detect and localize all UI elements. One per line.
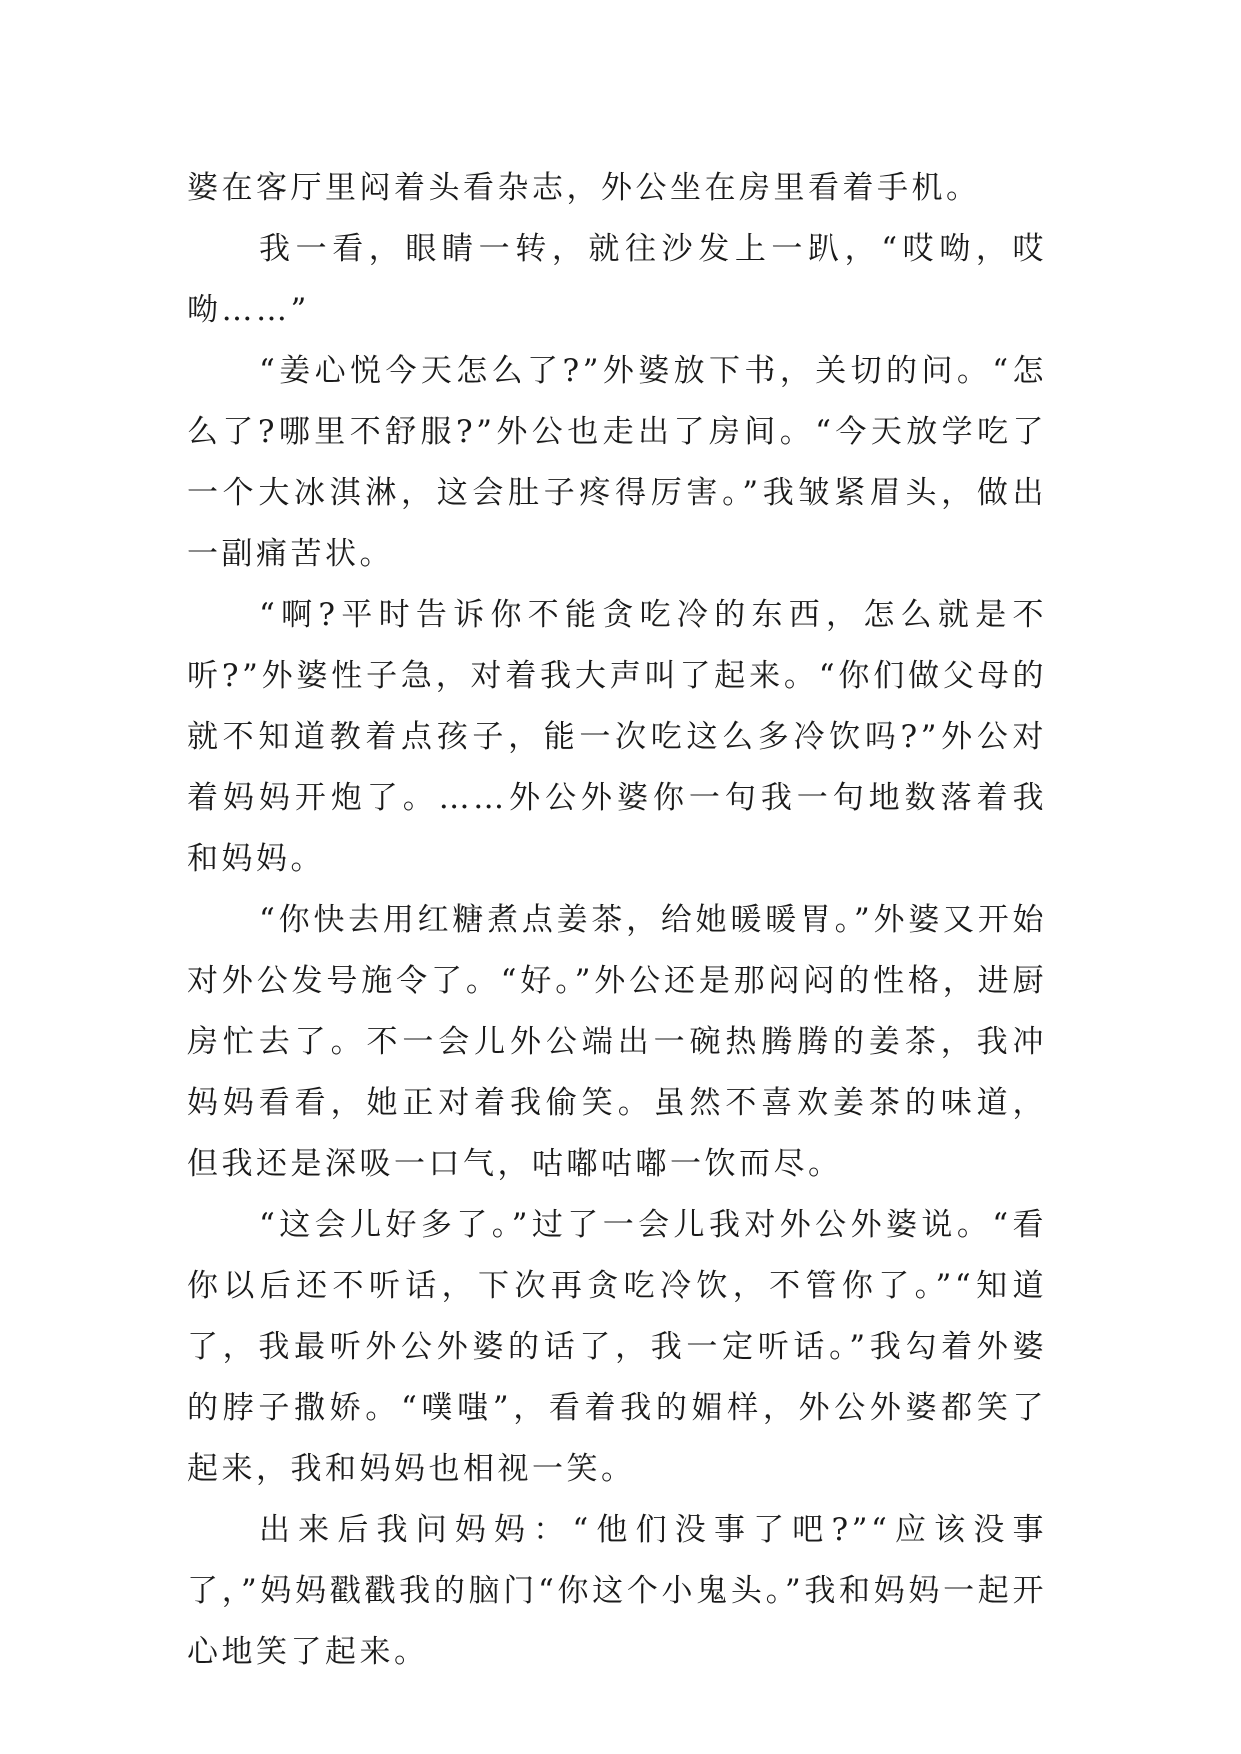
paragraph-5: “你快去用红糖煮点姜茶，给她暖暖胃。”外婆又开始对外公发号施令了。“好。”外公还是那闷闷的性格，进厨房忙去了。不一会儿外公端出一碗热腾腾的姜茶，我冲妈妈看看，她正对着我偷笑。虽然不喜欢姜茶的味道，但我还是深吸一口气，咕嘟咕嘟一饮而尽。 <box>187 902 1047 1182</box>
paragraph-3: “姜心悦今天怎么了?”外婆放下书，关切的问。“怎么了?哪里不舒服?”外公也走出了房间。“今天放学吃了一个大冰淇淋，这会肚子疼得厉害。”我皱紧眉头，做出一副痛苦状。 <box>187 353 1047 572</box>
paragraph-7: 出来后我问妈妈：“他们没事了吧?”“应该没事了，”妈妈戳戳我的脑门“你这个小鬼头。”我和妈妈一起开心地笑了起来。 <box>187 1512 1047 1670</box>
document-body <box>187 158 1047 1683</box>
paragraph-1: 婆在客厅里闷着头看杂志，外公坐在房里看着手机。 <box>187 170 981 206</box>
paragraph-6: “这会儿好多了。”过了一会儿我对外公外婆说。“看你以后还不听话，下次再贪吃冷饮，不管你了。”“知道了，我最听外公外婆的话了，我一定听话。”我勾着外婆的脖子撒娇。“噗嗤”，看着我的媚样，外公外婆都笑了起来，我和妈妈也相视一笑。 <box>187 1207 1047 1487</box>
paragraph-2: 我一看，眼睛一转，就往沙发上一趴，“哎呦，哎呦……” <box>187 231 1047 328</box>
paragraph-4: “啊?平时告诉你不能贪吃冷的东西，怎么就是不听?”外婆性子急，对着我大声叫了起来。“你们做父母的就不知道教着点孩子，能一次吃这么多冷饮吗?”外公对着妈妈开炮了。……外公外婆你一句我一句地数落着我和妈妈。 <box>187 597 1047 877</box>
